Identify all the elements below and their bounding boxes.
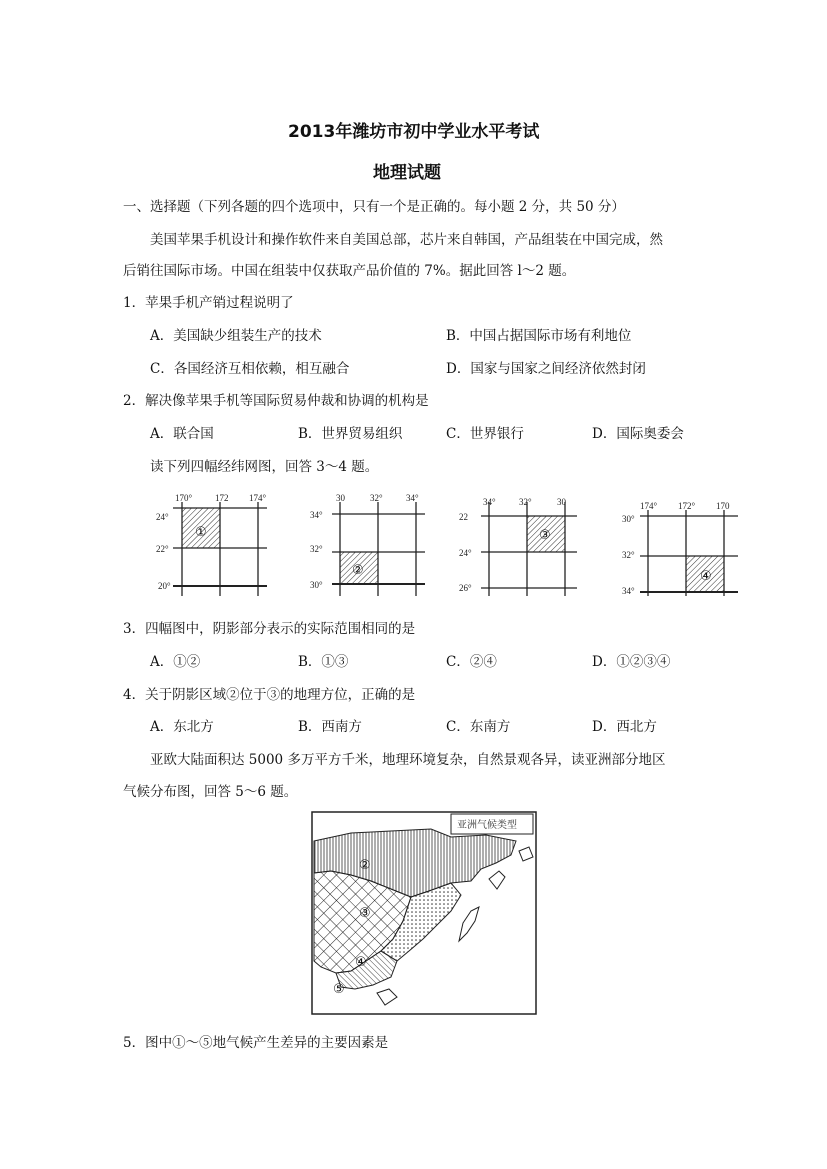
intro-3-4: 读下列四幅经纬网图，回答 3～4 题。 <box>150 459 379 475</box>
grid3-top-label-2: 32° <box>519 497 532 507</box>
grid2-marker: ② <box>352 563 364 578</box>
q4-option-b[interactable]: B．西南方 <box>298 719 362 735</box>
grid4-marker: ④ <box>700 569 712 584</box>
section-header: 一、选择题（下列各题的四个选项中，只有一个是正确的。每小题 2 分，共 50 分） <box>123 199 625 215</box>
question-2-stem: 2．解决像苹果手机等国际贸易仲裁和协调的机构是 <box>123 393 429 409</box>
q4-option-c[interactable]: C．东南方 <box>446 719 511 735</box>
q3-option-d[interactable]: D．①②③④ <box>592 654 671 670</box>
grid2-left-label-1: 34° <box>310 510 323 520</box>
map-marker-3: ③ <box>359 906 371 921</box>
grid4-top-label-3: 170 <box>716 501 730 511</box>
exam-title: 2013年潍坊市初中学业水平考试 <box>288 122 540 142</box>
exam-subtitle: 地理试题 <box>373 163 441 183</box>
grid3-top-label-3: 30 <box>557 497 566 507</box>
graticule-figure-3 <box>457 492 582 602</box>
passage2-line1: 亚欧大陆面积达 5000 多万平方千米，地理环境复杂，自然景观各异，读亚洲部分地区 <box>150 752 666 768</box>
map-marker-4: ④ <box>355 955 367 970</box>
grid1-top-label-1: 170° <box>175 493 193 503</box>
q1-option-a[interactable]: A．美国缺少组装生产的技术 <box>150 328 322 344</box>
q2-option-b[interactable]: B．世界贸易组织 <box>298 426 403 442</box>
map-marker-2: ② <box>359 858 371 873</box>
grid4-top-label-2: 172° <box>678 501 696 511</box>
grid2-left-label-3: 30° <box>310 580 323 590</box>
question-5-stem: 5．图中①～⑤地气候产生差异的主要因素是 <box>123 1035 389 1051</box>
grid3-left-label-2: 24° <box>459 548 472 558</box>
question-3-stem: 3．四幅图中，阴影部分表示的实际范围相同的是 <box>123 621 416 637</box>
grid1-left-label-2: 22° <box>156 544 169 554</box>
grid3-marker: ③ <box>539 528 551 543</box>
map-title: 亚洲气候类型 <box>457 820 517 831</box>
q1-option-b[interactable]: B．中国占据国际市场有利地位 <box>446 328 632 344</box>
graticule-figure-2 <box>302 492 427 602</box>
grid1-left-label-3: 20° <box>158 581 171 591</box>
grid1-left-label-1: 24° <box>156 512 169 522</box>
q4-option-a[interactable]: A．东北方 <box>150 719 214 735</box>
grid3-left-label-3: 26° <box>459 583 472 593</box>
grid1-top-label-3: 174° <box>249 493 267 503</box>
grid2-left-label-2: 32° <box>310 544 323 554</box>
question-4-stem: 4．关于阴影区域②位于③的地理方位，正确的是 <box>123 687 416 703</box>
grid4-top-label-1: 174° <box>640 501 658 511</box>
asia-climate-map <box>311 811 537 1015</box>
grid4-left-label-2: 32° <box>622 550 635 560</box>
q3-option-a[interactable]: A．①② <box>150 654 201 670</box>
q3-option-b[interactable]: B．①③ <box>298 654 349 670</box>
grid4-left-label-1: 30° <box>622 514 635 524</box>
passage2-line2: 气候分布图，回答 5～6 题。 <box>123 784 298 800</box>
grid2-top-label-1: 30 <box>336 493 345 503</box>
q4-option-d[interactable]: D．西北方 <box>592 719 657 735</box>
q1-option-d[interactable]: D．国家与国家之间经济依然封闭 <box>446 361 646 377</box>
grid2-top-label-3: 34° <box>406 493 419 503</box>
passage1-line1: 美国苹果手机设计和操作软件来自美国总部，芯片来自韩国，产品组装在中国完成，然 <box>150 232 663 248</box>
grid2-top-label-2: 32° <box>370 493 383 503</box>
graticule-figure-4 <box>612 492 740 602</box>
question-1-stem: 1．苹果手机产销过程说明了 <box>123 295 294 311</box>
q1-option-c[interactable]: C．各国经济互相依赖，相互融合 <box>150 361 350 377</box>
q3-option-c[interactable]: C．②④ <box>446 654 497 670</box>
grid1-marker: ① <box>195 525 207 540</box>
map-marker-5: ⑤ <box>333 982 345 997</box>
graticule-figure-1 <box>145 492 270 602</box>
grid3-left-label-1: 22 <box>459 512 468 522</box>
grid4-left-label-3: 34° <box>622 586 635 596</box>
grid3-top-label-1: 34° <box>483 497 496 507</box>
q2-option-c[interactable]: C．世界银行 <box>446 426 524 442</box>
q2-option-d[interactable]: D．国际奥委会 <box>592 426 684 442</box>
grid1-top-label-2: 172 <box>215 493 229 503</box>
q2-option-a[interactable]: A．联合国 <box>150 426 214 442</box>
passage1-line2: 后销往国际市场。中国在组装中仅获取产品价值的 7%。据此回答 l～2 题。 <box>123 263 576 279</box>
